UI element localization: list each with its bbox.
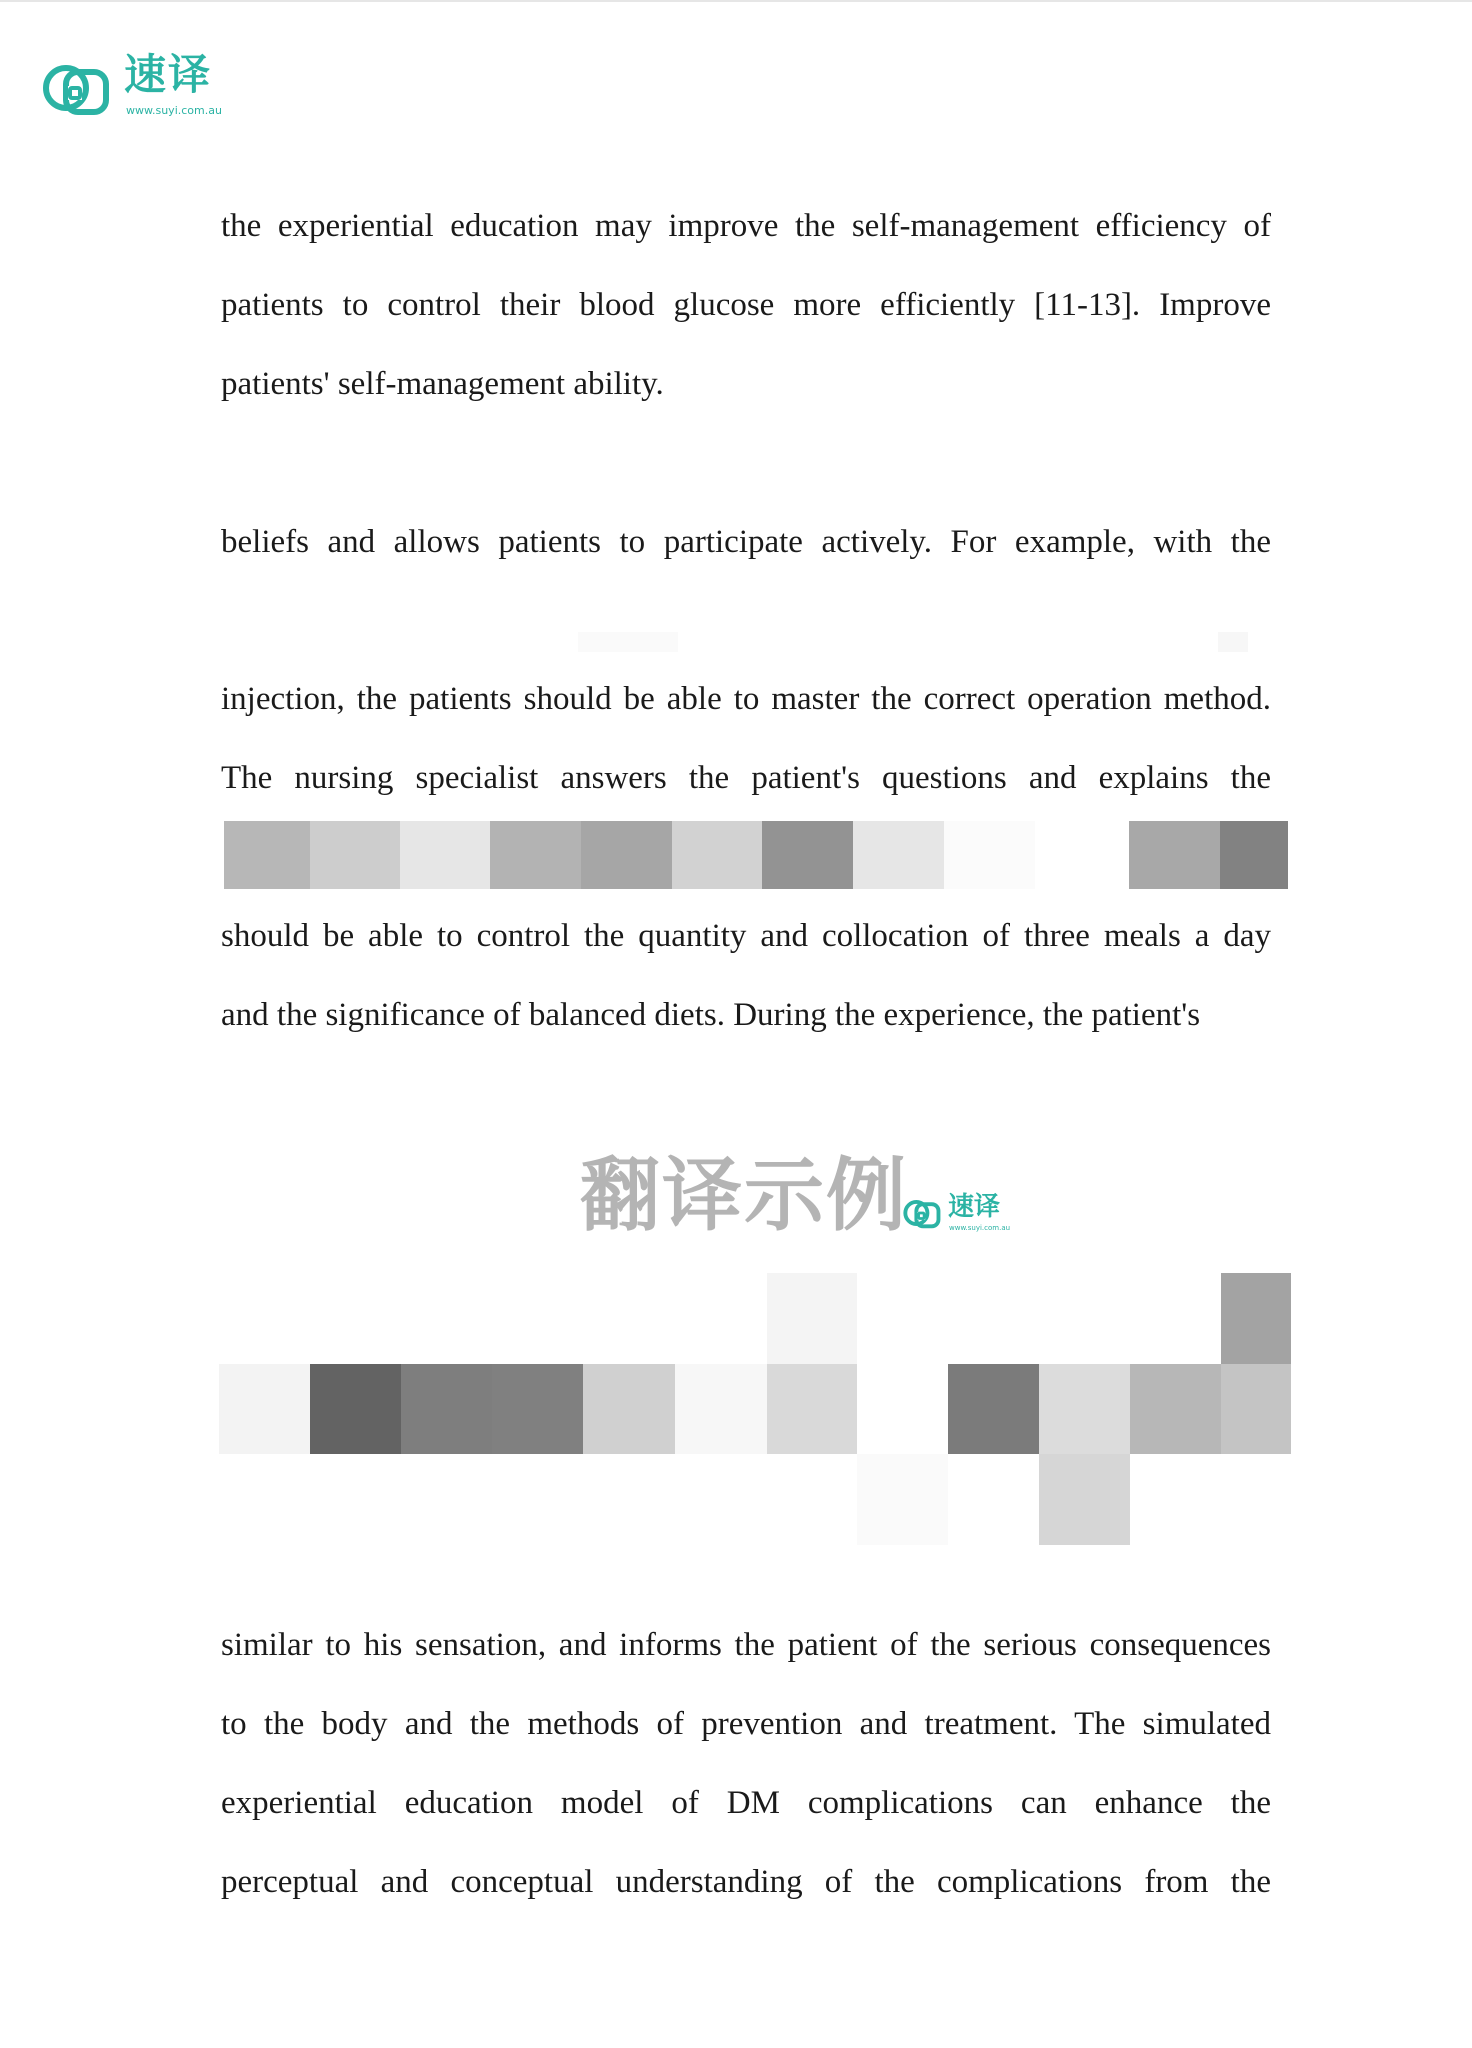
redacted-line — [224, 821, 1288, 889]
watermark-logo — [902, 1192, 1042, 1236]
text-line: patients to control their blood glucose more efficiently [11-13]. Improve — [221, 287, 1271, 323]
text-line: the experiential education may improve the self-management efficiency of — [221, 208, 1271, 244]
text-line: experiential education model of DM complications can enhance the — [221, 1785, 1271, 1821]
suyi-logo-icon — [902, 1192, 944, 1234]
suyi-logo-icon — [40, 50, 116, 126]
text-line: patients' self-management ability. — [221, 366, 664, 402]
header-logo — [40, 48, 240, 128]
logo-text: 速译 — [124, 50, 213, 99]
text-line: beliefs and allows patients to participate actively. For example, with the — [221, 524, 1271, 560]
watermark-text: 翻译示例 — [580, 1148, 908, 1242]
redacted-block — [219, 1273, 1291, 1545]
text-line: The nursing specialist answers the patient's questions and explains the — [221, 760, 1271, 796]
text-line: to the body and the methods of prevention and treatment. The simulated — [221, 1706, 1271, 1742]
watermark — [580, 1150, 1040, 1240]
logo-url: www.suyi.com.au — [126, 104, 222, 117]
text-line: perceptual and conceptual understanding of the complications from the — [221, 1864, 1271, 1900]
watermark-logo-text: 速译 — [948, 1192, 1001, 1222]
top-divider — [0, 0, 1472, 2]
text-line: should be able to control the quantity and collocation of three meals a day — [221, 918, 1271, 954]
text-line: injection, the patients should be able to master the correct operation method. — [221, 681, 1271, 717]
text-line: and the significance of balanced diets. During the experience, the patient's — [221, 997, 1201, 1033]
text-line: similar to his sensation, and informs the patient of the serious consequences — [221, 1627, 1271, 1663]
watermark-logo-url: www.suyi.com.au — [949, 1224, 1011, 1232]
